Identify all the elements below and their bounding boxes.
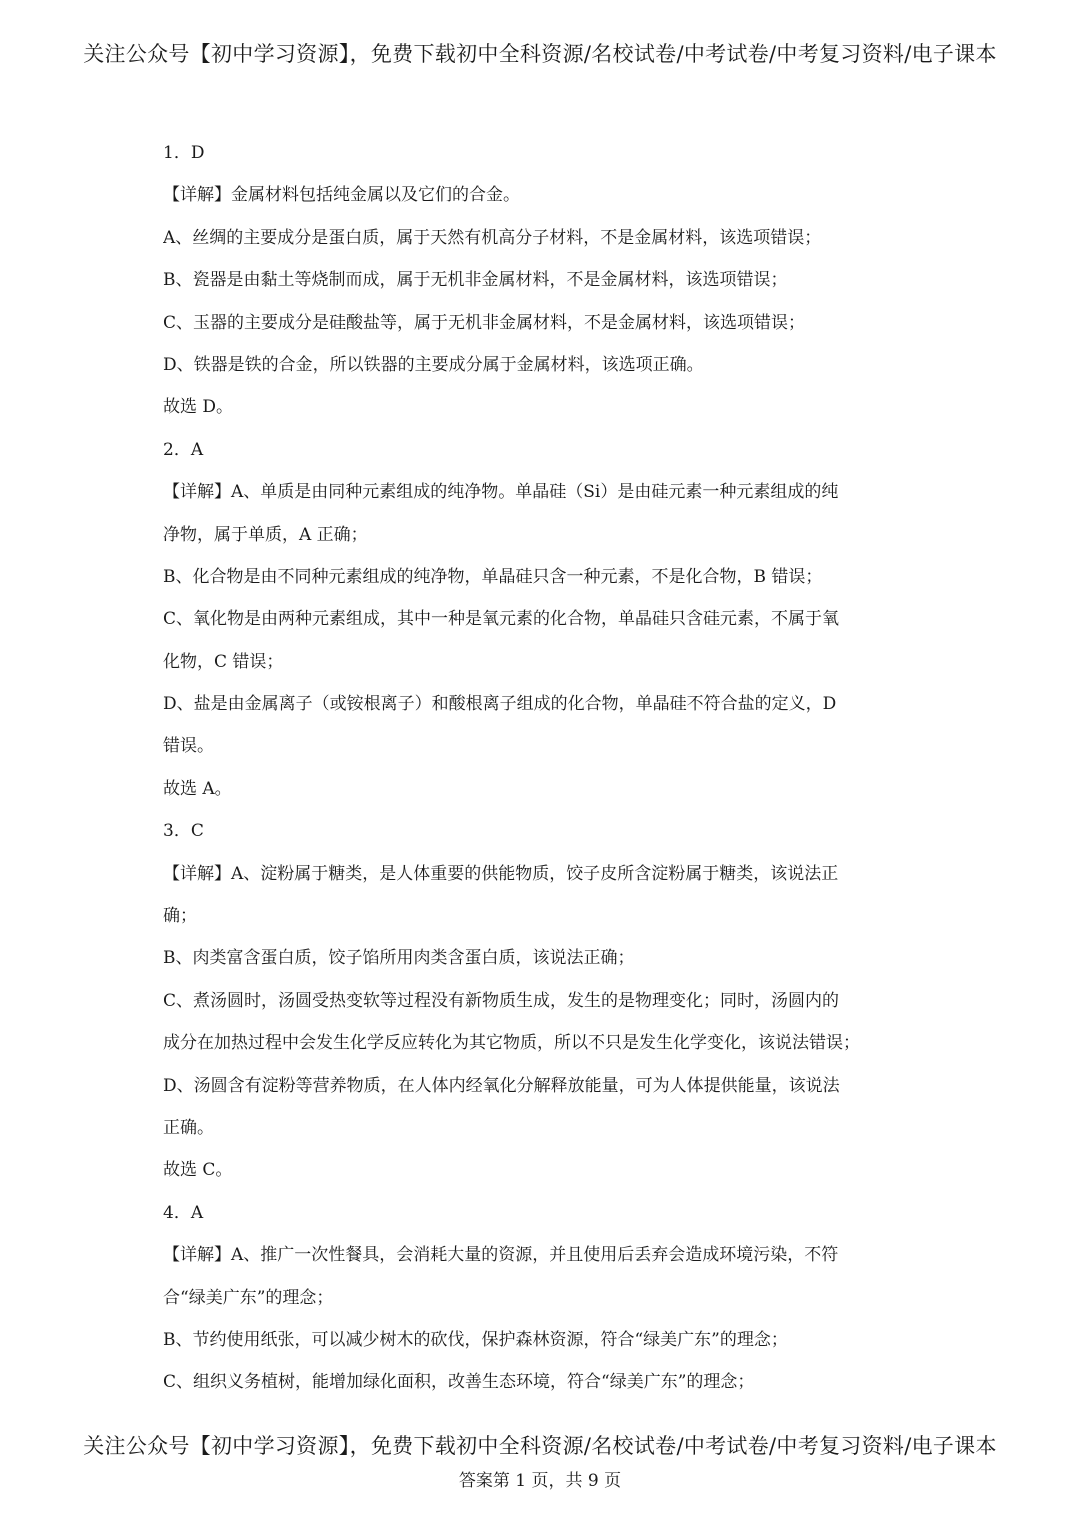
- answer-line: 【详解】A、单质是由同种元素组成的纯净物。单晶硅（Si）是由硅元素一种元素组成的纯: [163, 482, 839, 503]
- answer-line: 【详解】A、淀粉属于糖类，是人体重要的供能物质，饺子皮所含淀粉属于糖类，该说法正: [163, 863, 839, 884]
- answer-line: C、组织义务植树，能增加绿化面积，改善生态环境，符合“绿美广东”的理念；: [163, 1372, 755, 1393]
- answer-body: [163, 138, 923, 1410]
- answer-line: B、肉类富含蛋白质，饺子馅所用肉类含蛋白质，该说法正确；: [163, 948, 635, 969]
- answer-line: B、节约使用纸张，可以减少树木的砍伐，保护森林资源，符合“绿美广东”的理念；: [163, 1329, 788, 1350]
- answer-line: 4．A: [163, 1202, 204, 1223]
- answer-line: A、丝绸的主要成分是蛋白质，属于天然有机高分子材料，不是金属材料，该选项错误；: [163, 227, 822, 248]
- answer-line: 2．A: [163, 439, 204, 460]
- answer-line: 净物，属于单质，A 正确；: [163, 524, 368, 545]
- answer-line: 化物，C 错误；: [163, 651, 284, 672]
- answer-line: 故选 A。: [163, 778, 232, 799]
- answer-line: B、瓷器是由黏土等烧制而成，属于无机非金属材料，不是金属材料，该选项错误；: [163, 270, 788, 291]
- header-banner: 关注公众号【初中学习资源】，免费下载初中全科资源/名校试卷/中考试卷/中考复习资料/电子课本: [83, 42, 997, 66]
- answer-line: 故选 D。: [163, 397, 234, 418]
- page-number: 答案第 1 页，共 9 页: [458, 1471, 622, 1491]
- answer-line: 故选 C。: [163, 1160, 233, 1181]
- footer-banner: 关注公众号【初中学习资源】，免费下载初中全科资源/名校试卷/中考试卷/中考复习资料/电子课本: [83, 1434, 997, 1458]
- answer-line: 确；: [163, 906, 197, 927]
- answer-line: 成分在加热过程中会发生化学反应转化为其它物质，所以不只是发生化学变化，该说法错误；: [163, 1033, 860, 1054]
- answer-line: 错误。: [163, 736, 214, 757]
- answer-line: C、煮汤圆时，汤圆受热变软等过程没有新物质生成，发生的是物理变化；同时，汤圆内的: [163, 990, 840, 1011]
- answer-line: 3．C: [163, 821, 204, 842]
- answer-line: D、盐是由金属离子（或铵根离子）和酸根离子组成的化合物，单晶硅不符合盐的定义，D: [163, 694, 837, 715]
- answer-line: 【详解】A、推广一次性餐具，会消耗大量的资源，并且使用后丢弃会造成环境污染，不符: [163, 1245, 839, 1266]
- answer-line: 合“绿美广东”的理念；: [163, 1287, 334, 1308]
- answer-line: C、氧化物是由两种元素组成，其中一种是氧元素的化合物，单晶硅只含硅元素，不属于氧: [163, 609, 840, 630]
- answer-line: D、铁器是铁的合金，所以铁器的主要成分属于金属材料，该选项正确。: [163, 354, 704, 375]
- answer-line: C、玉器的主要成分是硅酸盐等，属于无机非金属材料，不是金属材料，该选项错误；: [163, 312, 806, 333]
- answer-line: 正确。: [163, 1117, 214, 1138]
- answer-line: 【详解】金属材料包括纯金属以及它们的合金。: [163, 185, 520, 206]
- answer-line: D、汤圆含有淀粉等营养物质，在人体内经氧化分解释放能量，可为人体提供能量，该说法: [163, 1075, 840, 1096]
- answer-line: B、化合物是由不同种元素组成的纯净物，单晶硅只含一种元素，不是化合物，B 错误；: [163, 566, 823, 587]
- answer-line: 1．D: [163, 143, 205, 163]
